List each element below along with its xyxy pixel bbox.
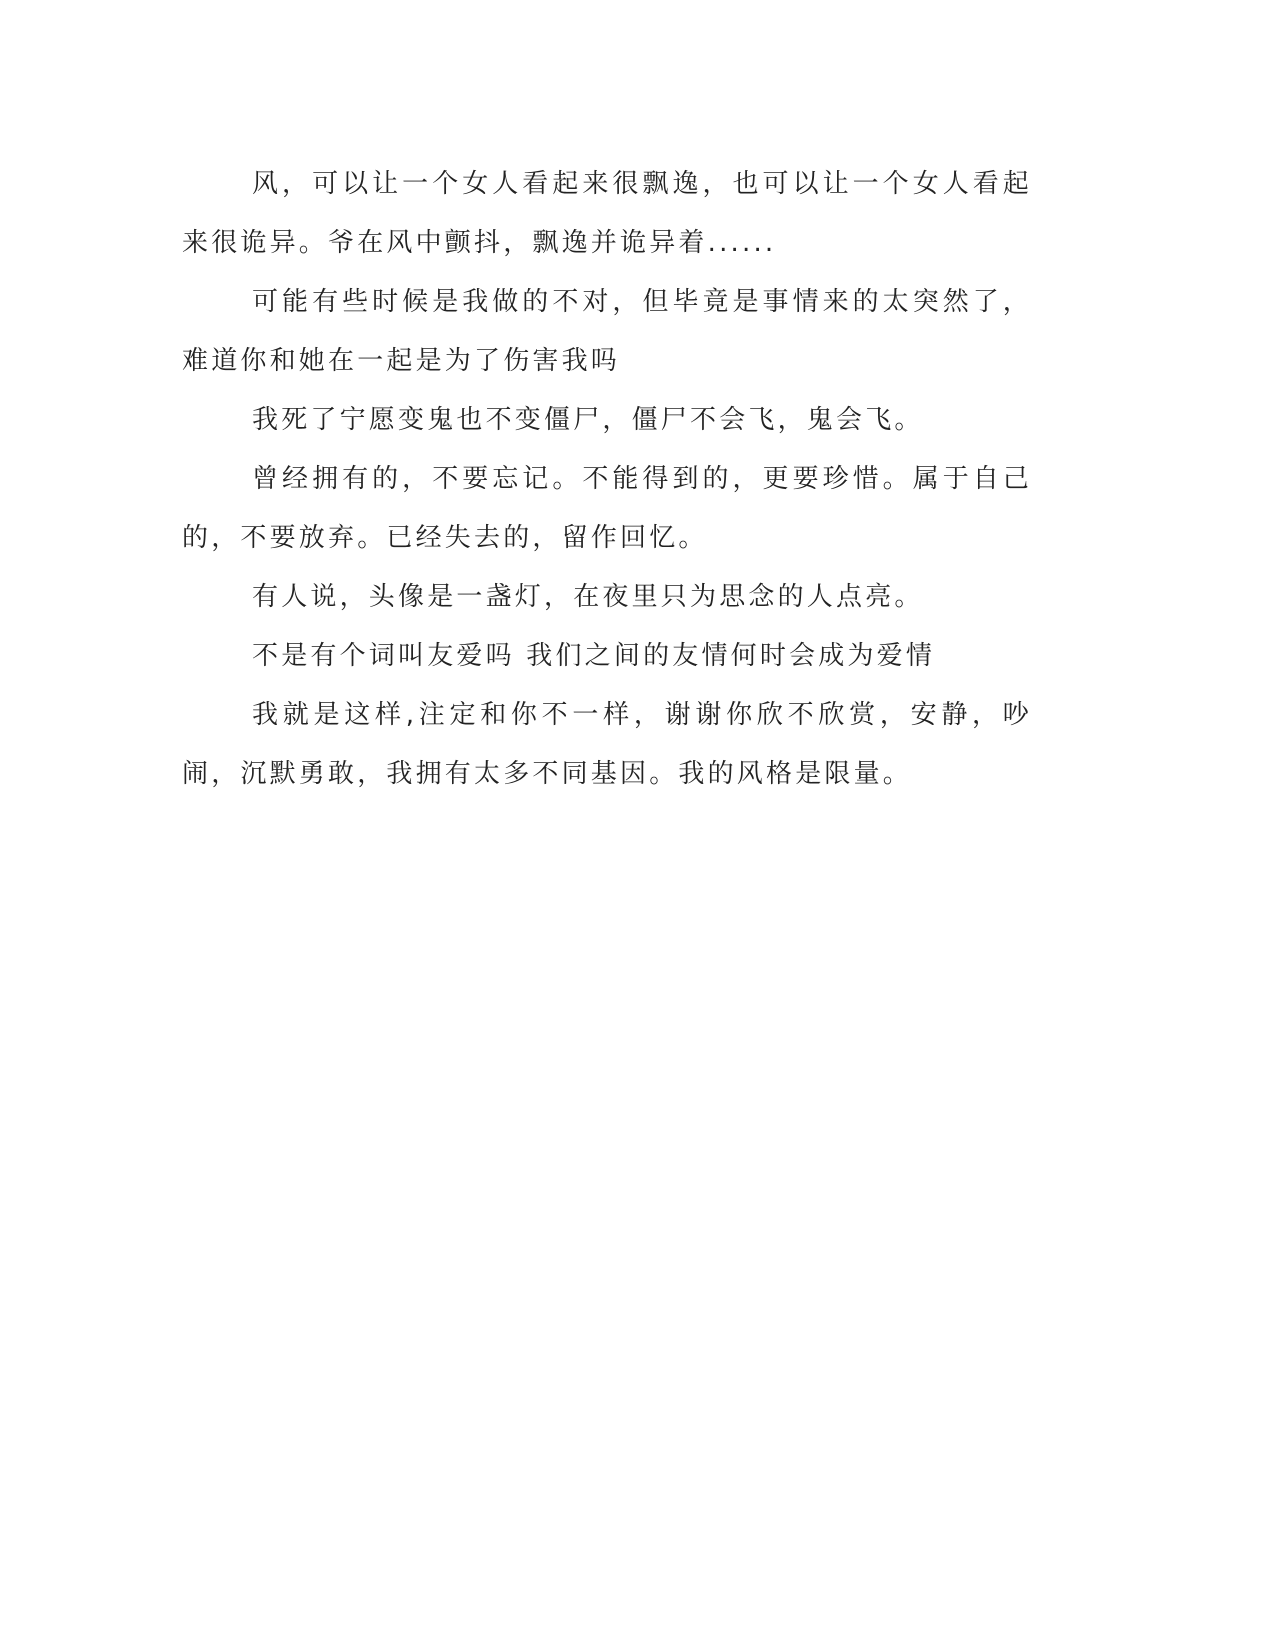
paragraph: 有人说，头像是一盏灯，在夜里只为思念的人点亮。 bbox=[252, 582, 924, 612]
paragraph: 我死了宁愿变鬼也不变僵尸，僵尸不会飞，鬼会飞。 bbox=[252, 405, 924, 435]
paragraph: 曾经拥有的，不要忘记。不能得到的，更要珍惜。属于自己的，不要放弃。已经失去的，留作回忆。 bbox=[182, 464, 1032, 553]
paragraph: 我就是这样,注定和你不一样，谢谢你欣不欣赏，安静，吵闹，沉默勇敢，我拥有太多不同基因。我的风格是限量。 bbox=[182, 700, 1032, 789]
paragraph: 可能有些时候是我做的不对，但毕竟是事情来的太突然了，难道你和她在一起是为了伤害我吗 bbox=[182, 287, 1032, 376]
paragraph: 不是有个词叫友爱吗 我们之间的友情何时会成为爱情 bbox=[252, 641, 936, 671]
paragraph: 风，可以让一个女人看起来很飘逸，也可以让一个女人看起来很诡异。爷在风中颤抖，飘逸并诡异着...... bbox=[182, 169, 1032, 258]
document-body bbox=[182, 155, 1032, 804]
